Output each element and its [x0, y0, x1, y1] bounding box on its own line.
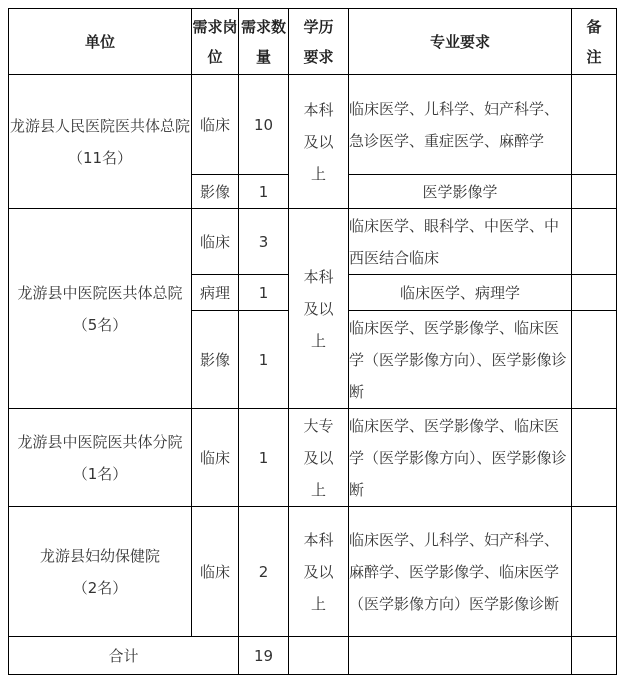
header-note: 备注	[572, 9, 617, 75]
total-major-cell	[349, 637, 572, 675]
header-education: 学历要求	[289, 9, 349, 75]
unit-name: 龙游县妇幼保健院	[39, 546, 160, 565]
count-cell: 10	[239, 75, 289, 175]
table-row	[9, 507, 617, 637]
unit-quota: （1名）	[72, 464, 128, 483]
total-row	[9, 637, 617, 675]
table-row	[9, 209, 617, 275]
count-cell: 1	[239, 311, 289, 409]
major-cell: 临床医学、眼科学、中医学、中西医结合临床	[349, 209, 572, 275]
post-cell: 病理	[192, 275, 239, 311]
unit-cell	[9, 209, 192, 409]
count-cell: 2	[239, 507, 289, 637]
total-education-cell	[289, 637, 349, 675]
unit-name: 龙游县中医院医共体分院	[17, 432, 183, 451]
unit-name: 龙游县中医院医共体总院	[17, 283, 183, 302]
post-cell: 临床	[192, 409, 239, 507]
total-count: 19	[239, 637, 289, 675]
note-cell	[572, 409, 617, 507]
note-cell	[572, 507, 617, 637]
header-unit: 单位	[9, 9, 192, 75]
post-cell: 影像	[192, 311, 239, 409]
count-cell: 1	[239, 275, 289, 311]
table-row	[9, 75, 617, 175]
header-row	[9, 9, 617, 75]
unit-cell	[9, 409, 192, 507]
header-count: 需求数量	[239, 9, 289, 75]
header-post: 需求岗位	[192, 9, 239, 75]
total-note-cell	[572, 637, 617, 675]
unit-cell	[9, 507, 192, 637]
education-cell: 本科及以上	[289, 209, 349, 409]
note-cell	[572, 209, 617, 275]
major-cell: 医学影像学	[349, 175, 572, 209]
unit-name: 龙游县人民医院医共体总院	[9, 116, 190, 135]
education-cell: 大专及以上	[289, 409, 349, 507]
recruitment-table	[8, 8, 617, 675]
major-cell: 临床医学、医学影像学、临床医学（医学影像方向）、医学影像诊断	[349, 409, 572, 507]
post-cell: 临床	[192, 209, 239, 275]
note-cell	[572, 275, 617, 311]
table-row	[9, 409, 617, 507]
major-cell: 临床医学、病理学	[349, 275, 572, 311]
note-cell	[572, 75, 617, 175]
count-cell: 1	[239, 175, 289, 209]
unit-quota: （5名）	[72, 315, 128, 334]
major-cell: 临床医学、医学影像学、临床医学（医学影像方向）、医学影像诊断	[349, 311, 572, 409]
count-cell: 3	[239, 209, 289, 275]
unit-cell	[9, 75, 192, 209]
note-cell	[572, 311, 617, 409]
count-cell: 1	[239, 409, 289, 507]
post-cell: 临床	[192, 507, 239, 637]
unit-quota: （2名）	[72, 578, 128, 597]
major-cell: 临床医学、儿科学、妇产科学、麻醉学、医学影像学、临床医学（医学影像方向）医学影像诊断	[349, 507, 572, 637]
education-cell: 本科及以上	[289, 507, 349, 637]
total-label: 合计	[9, 637, 239, 675]
major-cell: 临床医学、儿科学、妇产科学、急诊医学、重症医学、麻醉学	[349, 75, 572, 175]
post-cell: 临床	[192, 75, 239, 175]
note-cell	[572, 175, 617, 209]
post-cell: 影像	[192, 175, 239, 209]
education-cell: 本科及以上	[289, 75, 349, 209]
header-major: 专业要求	[349, 9, 572, 75]
unit-quota: （11名）	[67, 148, 133, 167]
